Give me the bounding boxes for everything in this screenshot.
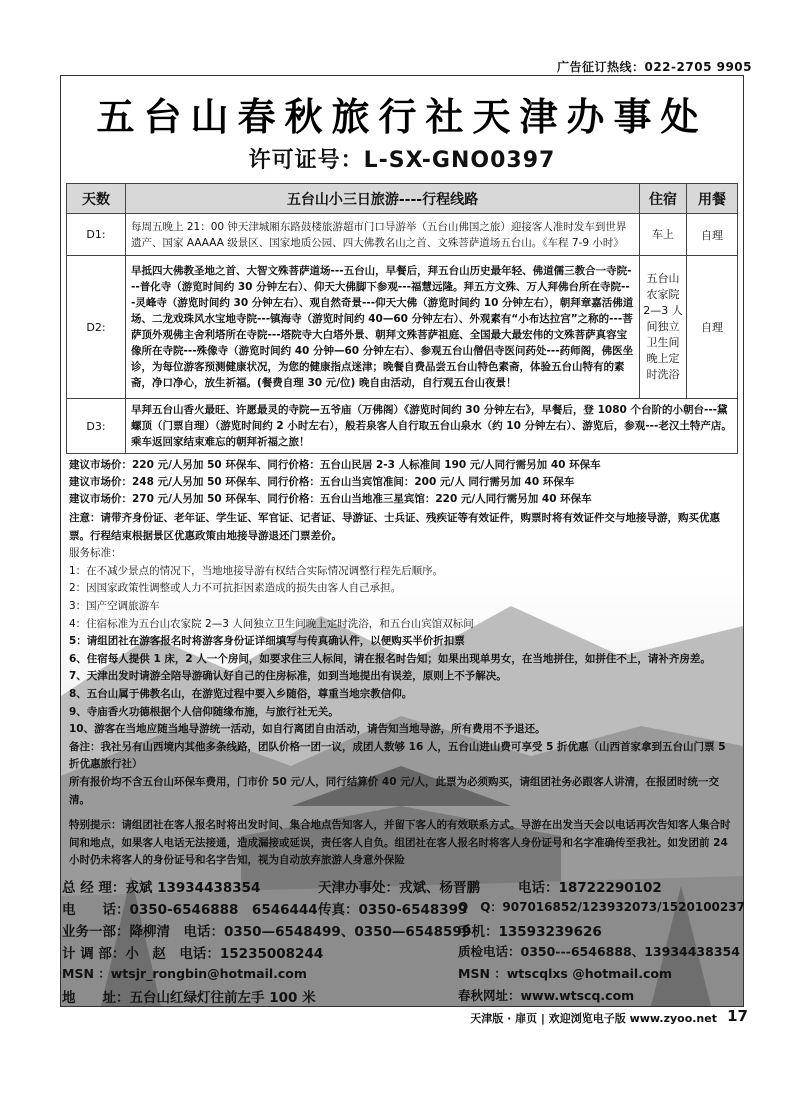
col-route-header: 五台山小三日旅游----行程线路 xyxy=(126,184,640,214)
price-line: 建议市场价：248 元/人另加 50 环保车、同行价格：五台山当宾馆准间：200 元/人 同行需另加 40 环保车 xyxy=(69,476,575,488)
contact-manager: 总 经 理：戎斌 13934438354 xyxy=(62,880,261,896)
meal-cell: 自理 xyxy=(687,256,738,399)
ad-frame xyxy=(60,75,744,1007)
itinerary-row xyxy=(67,399,738,454)
service-item: 5：请组团社在游客报名时将游客身份证详细填写与传真确认件，以便购买半价折扣票 xyxy=(69,635,465,648)
price-line: 建议市场价：270 元/人另加 50 环保车、同行价格：五台山当地准三星宾馆：220 元/人同行需另加 40 环保车 xyxy=(69,493,592,505)
service-title: 服务标准： xyxy=(69,547,122,560)
stay-cell: 五台山农家院 2—3 人间独立卫生间晚上定时洗浴 xyxy=(640,256,687,399)
itinerary-header-row xyxy=(67,184,738,214)
attention-note: 注意：请带齐身份证、老年证、学生证、军官证、记者证、导游证、士兵证、残疾证等有效证件，购票时将有效证件交与地接导游，购买优惠票。行程结束根据景区优惠政策由地接导游退还门票差价。 xyxy=(69,512,720,542)
contact-fax: 传真：0350-6548399 xyxy=(318,902,468,918)
service-item: 1：在不减少景点的情况下，当地地接导游有权结合实际情况调整行程先后顺序。 xyxy=(69,564,444,577)
itinerary-row xyxy=(67,256,738,399)
footer-text: 天津版 · 扉页 | 欢迎浏览电子版 www.zyoo.net xyxy=(470,1012,717,1025)
remark-item: 备注：我社另有山西境内其他多条线路，团队价格一团一议，成团人数够 16 人，五台山进山费可享受 5 折优惠（山西首家拿到五台山门票 5 折优惠旅行社） xyxy=(69,740,726,771)
page-number: 17 xyxy=(727,1007,748,1025)
notes-section xyxy=(69,510,737,870)
service-item: 4：住宿标准为五台山农家院 2—3 人间独立卫生间晚上定时洗浴，和五台山宾馆双标间 xyxy=(69,617,474,630)
desc-cell: 早拜五台山香火最旺、许愿最灵的寺院—五爷庙（万佛阁）《游览时间约 30 分钟左右》，早餐后，登 1080 个台阶的小朝台---黛螺顶（门票自理）（游览时间约 2 小时左右），般若泉客人自行取五台山泉水（约 10 分钟左右）、游览后，参观---老汉土特产店。乘车返回家结束难忘的朝拜祈福之旅！ xyxy=(126,399,738,454)
desc-cell: 每周五晚上 21：00 钟天津城厢东路鼓楼旅游超市门口导游举（五台山佛国之旅）迎接客人准时发车到世界遗产、国家 AAAAA 级景区、国家地质公园、四大佛教名山之首、文殊菩萨道场五台山。《车程 7-9 小时》 xyxy=(126,214,640,256)
special-note: 特别提示：请组团社在客人报名时将出发时间、集合地点告知客人，并留下客人的有效联系方式。导游在出发当天会以电话再次告知客人集合时间和地点，如果客人电话无法接通，造成漏接或延误，责任客人自负。组团社在客人报名时将客人身份证号和名字准确传至我社。如发团前 24 小时仍未将客人的身份证号和名字告知，视为自动放弃旅游人身意外保险 xyxy=(69,819,731,867)
contact-website[interactable]: 春秋网址：www.wtscq.com xyxy=(458,988,635,1003)
itinerary-table xyxy=(66,183,738,454)
col-day-header: 天数 xyxy=(67,184,126,214)
day-cell: D3: xyxy=(67,399,126,454)
itinerary-row xyxy=(67,214,738,256)
contact-dispatch: 计 调 部：小 赵 电话：15235008244 xyxy=(62,946,324,962)
page-footer xyxy=(0,1004,800,1028)
contact-msn1: MSN ：wtsjr_rongbin@hotmail.com xyxy=(62,966,307,981)
stay-cell: 车上 xyxy=(640,214,687,256)
col-stay-header: 住宿 xyxy=(640,184,687,214)
contact-phone: 电 话：0350-6546888 6546444 xyxy=(62,902,318,918)
desc-cell: 早抵四大佛教圣地之首、大智文殊菩萨道场---五台山，早餐后，拜五台山历史最年轻、佛道儒三教合一寺院---普化寺（游览时间约 30 分钟左右）、仰天大佛脚下参观---福慧远隆。拜五方文殊、万人拜佛台所在寺院---灵峰寺（游览时间约 30 分钟左右）、观自然奇景---仰天大佛（游览时间约 10 分钟左右），朝拜章嘉活佛道场、二龙戏珠风水宝地寺院---镇海寺（游览时间约 40—60 分钟左右）、外观素有“小布达拉宫”之称的---菩萨顶外观佛主舍利塔所在寺院---塔院寺大白塔外景、朝拜文殊菩萨祖庭、全国最大最宏伟的文殊菩萨真容宝像所在寺院---殊像寺（游览时间约 40 分钟—60 分钟左右）、参观五台山僧侣寺医问药处---药师阁，佛医坐诊，为每位游客预测健康状况，为您的健康指点迷津；晚餐自费品尝五台山特色素斋，体验五台山特有的素斋，净口净心，放生祈福。(餐费自理 30 元/位) 晚自由活动，自行观五台山夜景！ xyxy=(126,256,640,399)
service-item: 7、天津出发时请游全陪导游确认好自己的住房标准，如到当地提出有误差，原则上不予解决。 xyxy=(69,670,507,683)
service-item: 8、五台山属于佛教名山，在游览过程中要入乡随俗，尊重当地宗教信仰。 xyxy=(69,687,413,700)
col-meal-header: 用餐 xyxy=(687,184,738,214)
day-cell: D1: xyxy=(67,214,126,256)
contact-msn2: MSN ：wtscqlxs @hotmail.com xyxy=(458,966,672,981)
service-item: 9、寺庙香火功德根据个人信仰随缘布施，与旅行社无关。 xyxy=(69,705,339,718)
service-item: 3：国产空调旅游车 xyxy=(69,599,160,612)
contact-address: 地 址：五台山红绿灯往前左手 100 米 xyxy=(62,990,316,1006)
price-line: 建议市场价：220 元/人另加 50 环保车、同行价格：五台山民居 2-3 人标准间 190 元/人同行需另加 40 环保车 xyxy=(69,459,601,471)
contact-mobile: 手机：13593239626 xyxy=(458,924,602,940)
service-item: 10、游客在当地应随当地导游统一活动，如自行离团自由活动，请告知当地导游，所有费用不予退还。 xyxy=(69,723,546,736)
contact-tj-office: 天津办事处：戎斌、杨晋鹏 xyxy=(318,880,480,896)
ad-hotline: 广告征订热线：022-2705 9905 xyxy=(556,60,752,74)
meal-cell: 自理 xyxy=(687,214,738,256)
service-item: 6、住宿每人提供 1 床，2 人一个房间，如要求住三人标间，请在报名时告知；如果出现单男女，在当地拼住，如拼住不上，请补齐房差。 xyxy=(69,652,711,665)
price-list xyxy=(69,457,737,508)
license-number: 许可证号：L-SX-GNO0397 xyxy=(248,148,556,173)
contact-qc: 质检电话：0350---6546888、13934438354 xyxy=(458,944,740,959)
agency-title: 五台山春秋旅行社天津办事处 xyxy=(96,94,708,139)
day-cell: D2: xyxy=(67,256,126,399)
contact-business: 业务一部：降柳清 电话：0350—6548499、0350—6548599 xyxy=(62,924,472,940)
service-item: 2：因国家政策性调整或人力不可抗拒因素造成的损失由客人自己承担。 xyxy=(69,582,402,595)
contact-tj-phone: 电话：18722290102 xyxy=(518,880,662,896)
contact-qq: Q Q：907016852/123932073/1520100237 xyxy=(458,900,745,914)
remark-item: 所有报价均不含五台山环保车费用，门市价 50 元/人，同行结算价 40 元/人，此票为必须购买，请组团社务必跟客人讲清，在报团时统一交清。 xyxy=(69,775,720,806)
